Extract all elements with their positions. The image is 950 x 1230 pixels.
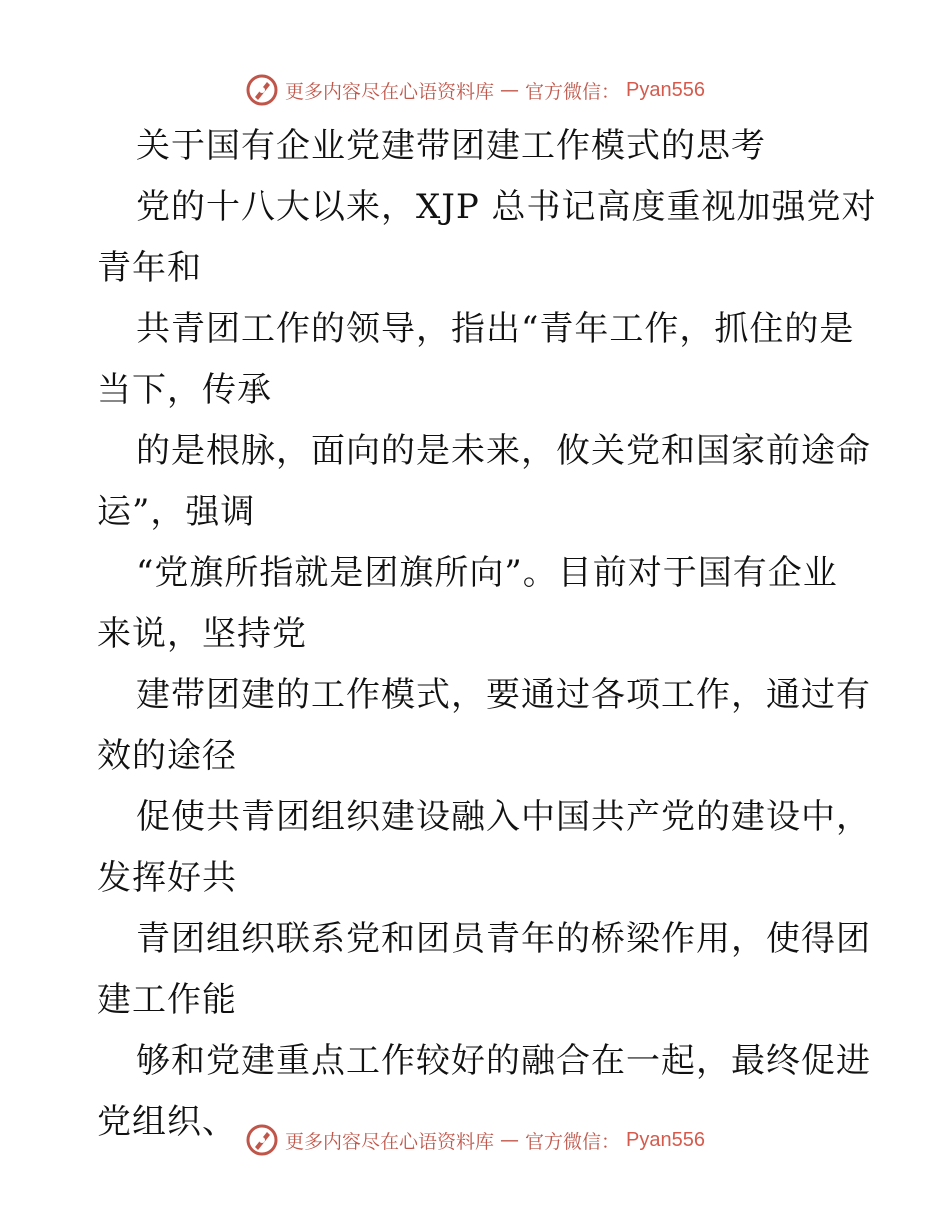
text-line: 发挥好共 bbox=[97, 858, 237, 898]
text-line: 来说，坚持党 bbox=[97, 614, 307, 654]
document-title: 关于国有企业党建带团建工作模式的思考 bbox=[136, 126, 766, 166]
watermark-wechat-id: Pyan556 bbox=[626, 78, 705, 101]
text-line: 共青团工作的领导，指出“青年工作，抓住的是 bbox=[136, 309, 855, 349]
watermark-separator: — bbox=[500, 79, 520, 101]
text-line: 党组织、 bbox=[97, 1102, 237, 1142]
text-line: 促使共青团组织建设融入中国共产党的建设中， bbox=[136, 797, 871, 837]
watermark-footer bbox=[0, 1120, 950, 1160]
pen-seal-icon bbox=[245, 73, 279, 107]
document-body bbox=[97, 116, 877, 1153]
watermark-header bbox=[0, 70, 950, 110]
watermark-text: 更多内容尽在心语资料库 bbox=[285, 1130, 495, 1153]
text-line: 效的途径 bbox=[97, 736, 237, 776]
text-line: 当下，传承 bbox=[97, 370, 272, 410]
text-line: 青团组织联系党和团员青年的桥梁作用，使得团 bbox=[136, 919, 871, 959]
text-line: 的是根脉，面向的是未来，攸关党和国家前途命 bbox=[136, 431, 871, 471]
text-line: 青年和 bbox=[97, 248, 202, 288]
text-line: “党旗所指就是团旗所向”。目前对于国有企业 bbox=[136, 553, 838, 593]
watermark-channel-label: 官方微信： bbox=[525, 80, 621, 103]
watermark-text: 更多内容尽在心语资料库 bbox=[285, 80, 495, 103]
text-line: 运”，强调 bbox=[97, 492, 256, 532]
watermark-separator: — bbox=[500, 1129, 520, 1151]
text-line: 建带团建的工作模式，要通过各项工作，通过有 bbox=[136, 675, 871, 715]
watermark-wechat-id: Pyan556 bbox=[626, 1128, 705, 1151]
watermark-channel-label: 官方微信： bbox=[525, 1130, 621, 1153]
text-line: 党的十八大以来，XJP 总书记高度重视加强党对 bbox=[136, 187, 877, 227]
text-line: 建工作能 bbox=[97, 980, 237, 1020]
text-line: 够和党建重点工作较好的融合在一起，最终促进 bbox=[136, 1041, 871, 1081]
pen-seal-icon bbox=[245, 1123, 279, 1157]
